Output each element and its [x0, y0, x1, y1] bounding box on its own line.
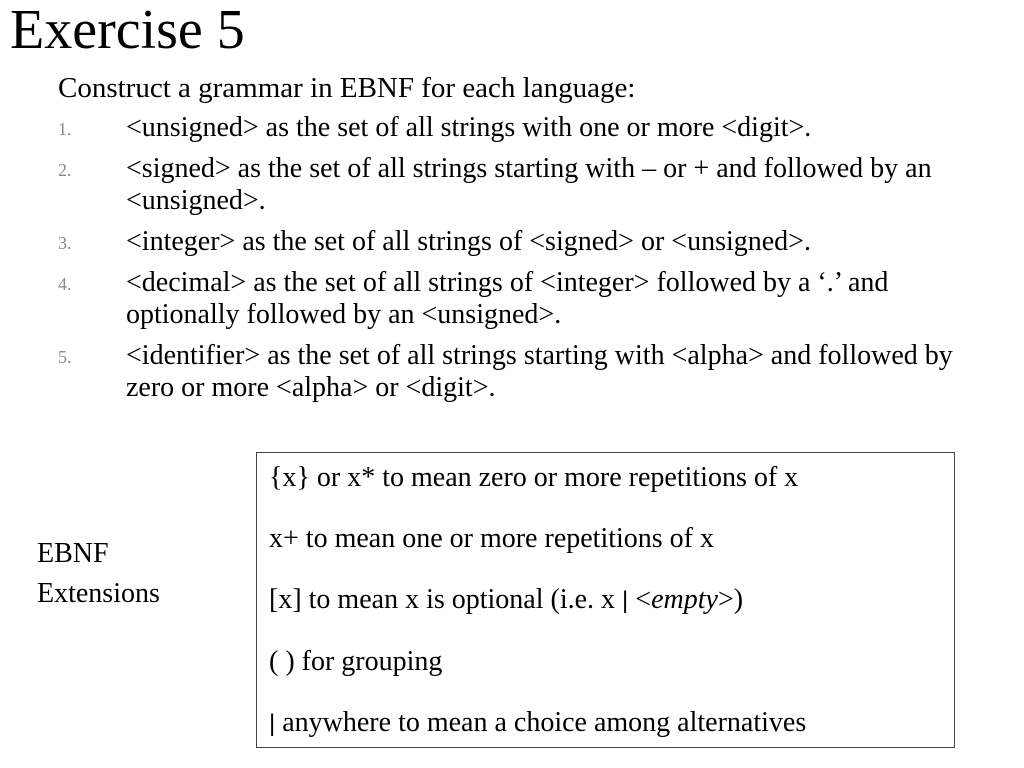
- extension-one-or-more: x+ to mean one or more repetitions of x: [269, 523, 715, 554]
- list-number: 4.: [58, 274, 72, 294]
- choice-text: anywhere to mean a choice among alternatives: [275, 707, 807, 738]
- extensions-box: [256, 452, 955, 748]
- optional-lt: <: [628, 584, 652, 615]
- list-number: 2.: [58, 160, 72, 180]
- list-item: [0, 226, 1024, 258]
- exercise-list: [0, 112, 1024, 413]
- extension-optional: [269, 583, 942, 618]
- list-item: [0, 112, 1024, 144]
- list-number: 1.: [58, 119, 72, 139]
- list-item-text: <integer> as the set of all strings of <signed> or <unsigned>.: [126, 226, 811, 257]
- list-number: 5.: [58, 347, 72, 367]
- optional-prefix: [x] to mean x is optional (i.e. x: [269, 584, 623, 615]
- list-item: [0, 267, 1024, 331]
- empty-word: empty: [651, 584, 718, 615]
- slide-title: Exercise 5: [10, 0, 245, 61]
- list-item-text: <signed> as the set of all strings starting with – or + and followed by an <unsigned>.: [126, 153, 932, 216]
- list-item: [0, 340, 1024, 404]
- list-item-text: <unsigned> as the set of all strings with one or more <digit>.: [126, 112, 812, 143]
- extension-choice: [269, 706, 942, 741]
- intro-text: Construct a grammar in EBNF for each language:: [58, 72, 636, 104]
- list-item: [0, 153, 1024, 217]
- ebnf-extensions-label: [37, 534, 160, 614]
- list-number: 3.: [58, 233, 72, 253]
- choice-bar: |: [269, 710, 276, 737]
- extension-grouping: ( ) for grouping: [269, 646, 443, 677]
- list-item-text: <identifier> as the set of all strings starting with <alpha> and followed by zero or more <alpha> or <digit>.: [126, 340, 953, 403]
- optional-suffix: >): [717, 584, 744, 615]
- choice-bar: |: [622, 587, 629, 614]
- extension-repetition: {x} or x* to mean zero or more repetitions of x: [269, 462, 799, 493]
- side-label-line1: EBNF: [37, 538, 109, 569]
- side-label-line2: Extensions: [37, 578, 160, 609]
- list-item-text: <decimal> as the set of all strings of <integer> followed by a ‘.’ and optionally followed by an <unsigned>.: [126, 267, 889, 330]
